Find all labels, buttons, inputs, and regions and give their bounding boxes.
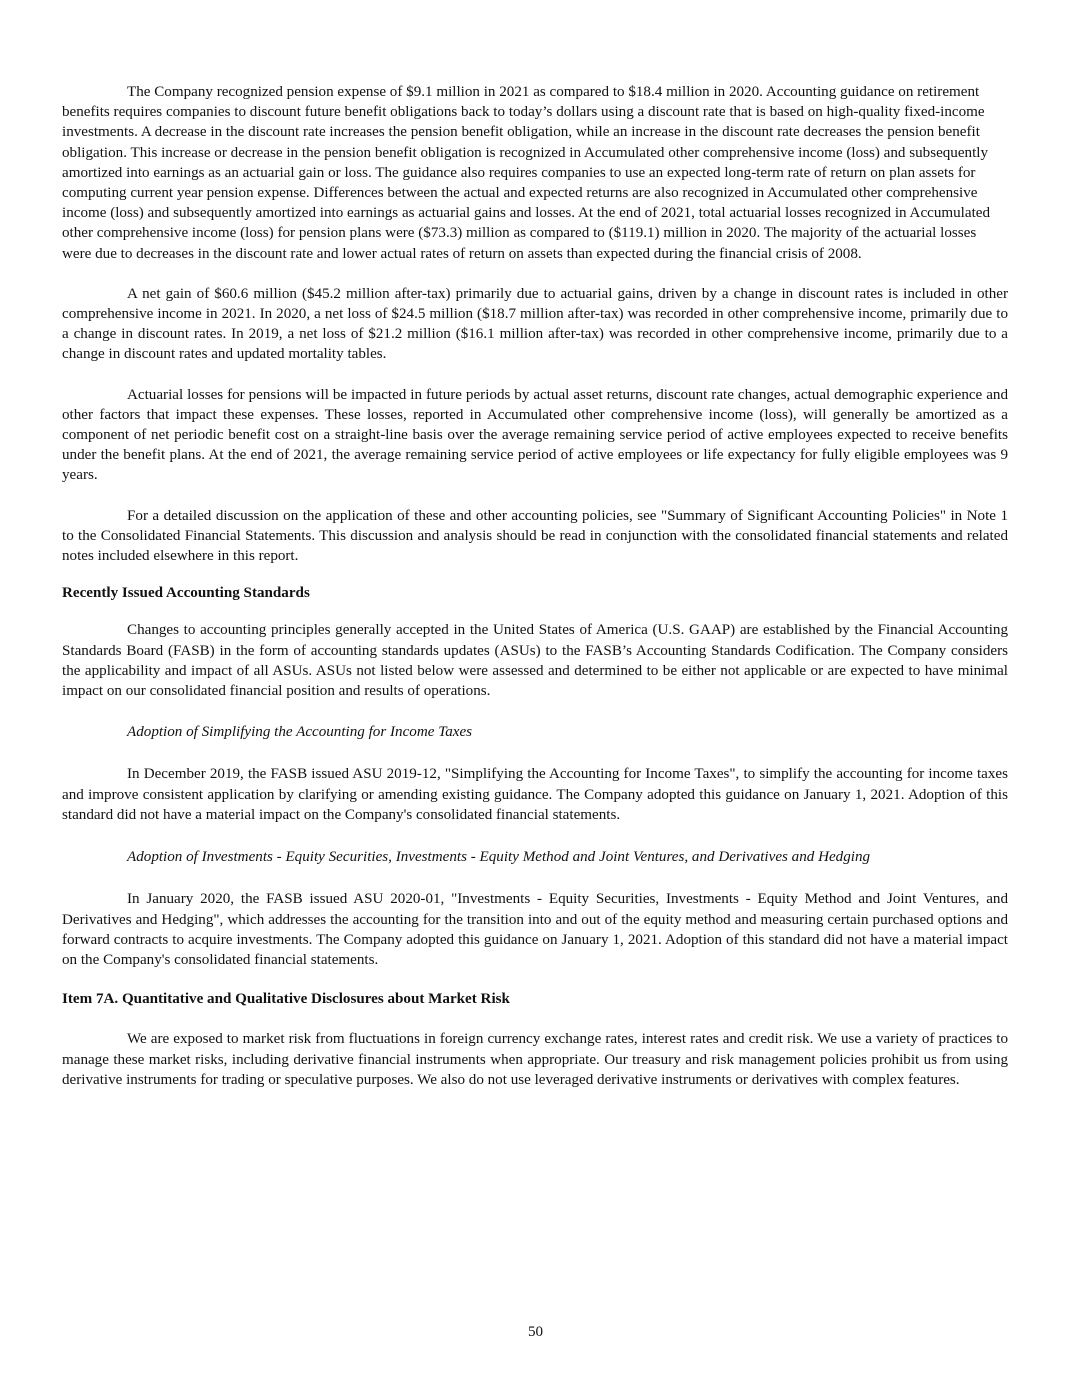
gaap-changes-paragraph: Changes to accounting principles generally accepted in the United States of America (U.S. GAAP) are established by the Financial Accounting Standards Board (FASB) in the form of accounting standards updates (ASUs) to the FASB’s Accounting Standards Codification. The Company considers the applicability and impact of all ASUs. ASUs not listed below were assessed and determined to be either not applicable or are expected to have minimal impact on our consolidated financial position and results of operations. bbox=[62, 622, 1008, 700]
actuarial-losses-paragraph: Actuarial losses for pensions will be impacted in future periods by actual asset returns, discount rate changes, actual demographic experience and other factors that impact these expenses. These losses, reported in Accumulated other comprehensive income (loss), will generally be amortized as a component of net periodic benefit cost on a straight-line basis over the average remaining service period of active employees expected to receive benefits under the benefit plans. At the end of 2021, the average remaining service period of active employees or life expectancy for fully eligible employees was 9 years. bbox=[62, 386, 1008, 484]
item-7a-heading: Item 7A. Quantitative and Qualitative Disclosures about Market Risk bbox=[62, 991, 510, 1008]
asu-2019-12-paragraph: In December 2019, the FASB issued ASU 2019-12, "Simplifying the Accounting for Income Taxes", to simplify the accounting for income taxes and improve consistent application by clarifying or amending existing guidance. The Company adopted this guidance on January 1, 2021. Adoption of this standard did not have a material impact on the Company's consolidated financial statements. bbox=[62, 766, 1008, 823]
detailed-discussion-paragraph: For a detailed discussion on the application of these and other accounting policies, see "Summary of Significant Accounting Policies" in Note 1 to the Consolidated Financial Statements. This discussion and analysis should be read in conjunction with the consolidated financial statements and related notes included elsewhere in this report. bbox=[62, 507, 1008, 565]
recently-issued-heading: Recently Issued Accounting Standards bbox=[62, 585, 310, 602]
investments-subheading: Adoption of Investments - Equity Securities, Investments - Equity Method and Joint Ventures, and Derivatives and Hedging bbox=[127, 849, 871, 866]
asu-2020-01-paragraph: In January 2020, the FASB issued ASU 2020-01, "Investments - Equity Securities, Investments - Equity Method and Joint Ventures, and Derivatives and Hedging", which addresses the accounting for the transition into and out of the equity method and measuring certain purchased options and forward contracts to acquire investments. The Company adopted this guidance on January 1, 2021. Adoption of this standard did not have a material impact on the Company's consolidated financial statements. bbox=[62, 891, 1008, 968]
page-number: 50 bbox=[527, 1324, 544, 1340]
document-body bbox=[62, 82, 1008, 1090]
simplifying-subheading: Adoption of Simplifying the Accounting for Income Taxes bbox=[127, 724, 473, 741]
pension-expense-paragraph: The Company recognized pension expense of $9.1 million in 2021 as compared to $18.4 million in 2020. Accounting guidance on retirement benefits requires companies to discount future benefit obligations back to today’s dollars using a discount rate that is based on high-quality fixed-income investments. A decrease in the discount rate increases the pension benefit obligation, while an increase in the discount rate decreases the pension benefit obligation. This increase or decrease in the pension benefit obligation is recognized in Accumulated other comprehensive income (loss) and subsequently amortized into earnings as an actuarial gain or loss. The guidance also requires companies to use an expected long-term rate of return on plan assets for computing current year pension expense. Differences between the actual and expected returns are also recognized in Accumulated other comprehensive income (loss) and subsequently amortized into earnings as actuarial gains and losses. At the end of 2021, total actuarial losses recognized in Accumulated other comprehensive income (loss) for pension plans were ($73.3) million as compared to ($119.1) million in 2020. The majority of the actuarial losses were due to decreases in the discount rate and lower actual rates of return on assets than expected during the financial crisis of 2008. bbox=[62, 84, 991, 262]
net-gain-paragraph: A net gain of $60.6 million ($45.2 million after-tax) primarily due to actuarial gains, driven by a change in discount rates is included in other comprehensive income in 2021. In 2020, a net loss of $24.5 million ($18.7 million after-tax) was recorded in other comprehensive income, primarily due to a change in discount rates. In 2019, a net loss of $21.2 million ($16.1 million after-tax) was recorded in other comprehensive income, primarily due to a change in discount rates and updated mortality tables. bbox=[62, 285, 1008, 363]
market-risk-paragraph: We are exposed to market risk from fluctuations in foreign currency exchange rates, interest rates and credit risk. We use a variety of practices to manage these market risks, including derivative financial instruments when appropriate. Our treasury and risk management policies prohibit us from using derivative instruments for trading or speculative purposes. We also do not use leveraged derivative instruments or derivatives with complex features. bbox=[62, 1031, 1008, 1088]
